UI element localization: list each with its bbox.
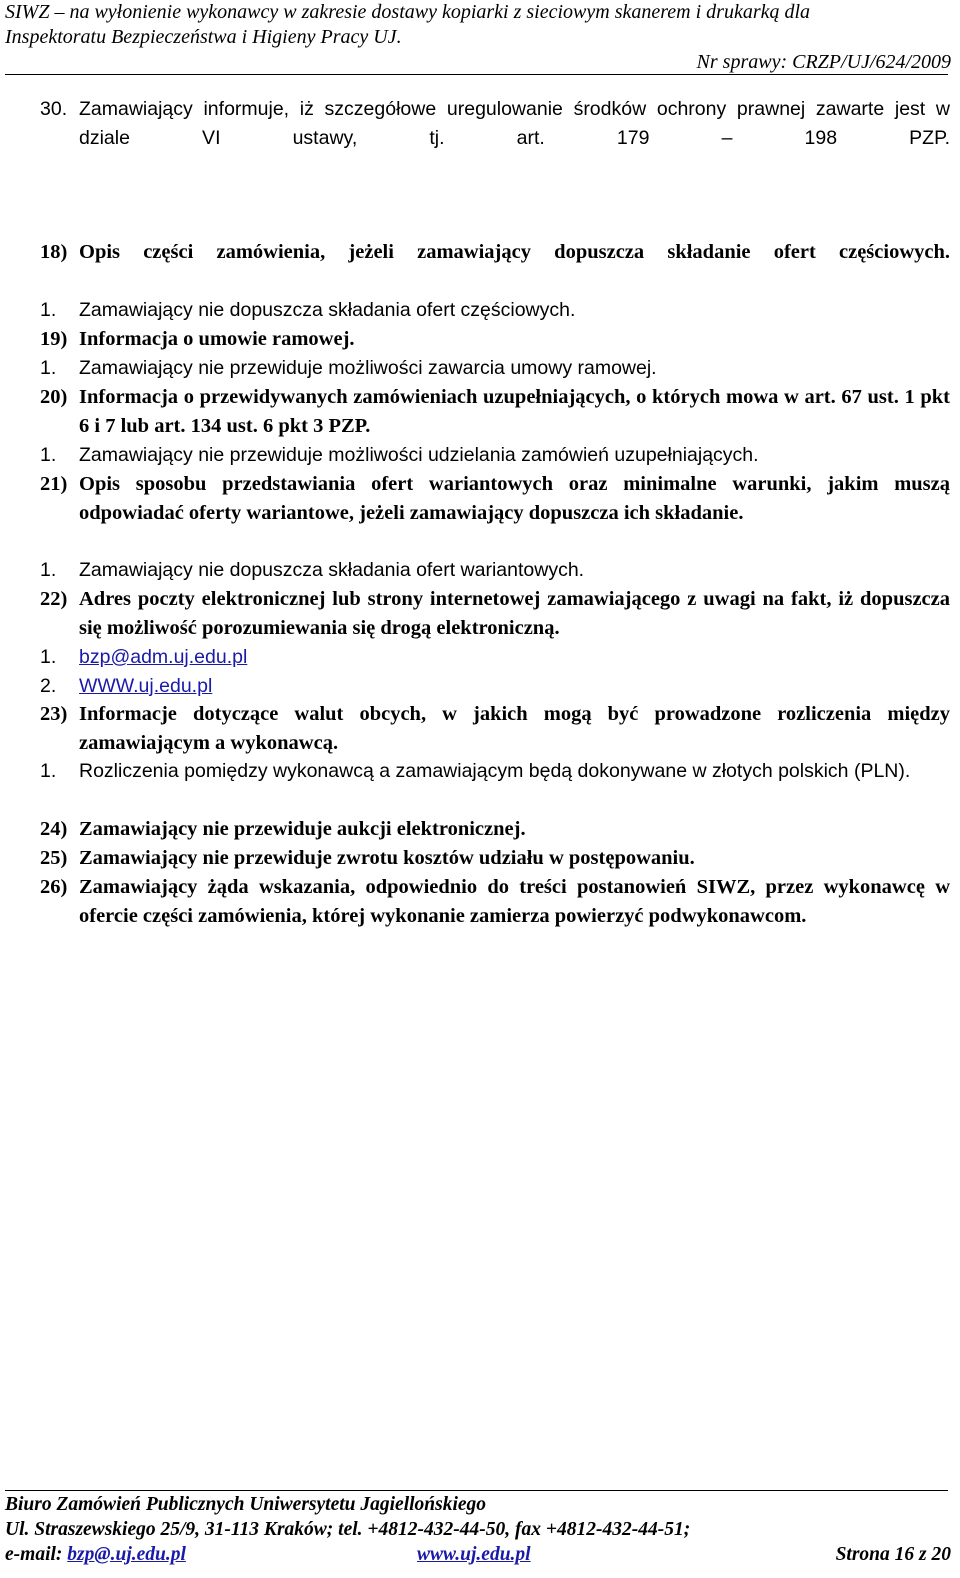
header-title-line1: SIWZ – na wyłonienie wykonawcy w zakresie dostawy kopiarki z sieciowym skanerem i drukarką dla: [5, 1, 811, 23]
item-number: 22): [40, 588, 68, 610]
item-number: 1.: [40, 357, 57, 379]
item-number: 1.: [40, 559, 57, 581]
list-item: [40, 441, 950, 470]
item-text: Zamawiający nie przewiduje zwrotu kosztów udziału w postępowaniu.: [79, 847, 695, 869]
item-number: 2.: [40, 675, 57, 697]
item-number: 30.: [40, 98, 68, 120]
section-heading: [40, 238, 950, 267]
item-text: Opis sposobu przedstawiania ofert wariantowych oraz minimalne warunki, jakim muszą odpowiadać oferty wariantowe, jeżeli zamawiający dopuszcza ich składanie.: [79, 473, 950, 524]
item-number: 1.: [40, 444, 57, 466]
item-number: 26): [40, 876, 68, 898]
item-number: 1.: [40, 299, 57, 321]
footer-email-link[interactable]: bzp@.uj.edu.pl: [67, 1544, 186, 1565]
page-footer: [5, 1492, 951, 1567]
item-text: Adres poczty elektronicznej lub strony internetowej zamawiającego z uwagi na fakt, iż dopuszcza się możliwość porozumiewania się drogą elektroniczną.: [79, 588, 950, 639]
list-item: [40, 95, 950, 153]
item-text: Informacja o umowie ramowej.: [79, 328, 355, 350]
item-number: 1.: [40, 760, 57, 782]
item-number: 24): [40, 818, 68, 840]
item-number: 25): [40, 847, 68, 869]
item-number: 1.: [40, 646, 57, 668]
section-heading: [40, 844, 950, 873]
email-label: e-mail:: [5, 1544, 63, 1565]
item-text: Informacja o przewidywanych zamówieniach uzupełniających, o których mowa w art. 67 ust. 1 pkt 6 i 7 lub art. 134 ust. 6 pkt 3 PZP.: [79, 386, 950, 437]
list-item: [40, 643, 950, 672]
header-divider: [5, 74, 948, 75]
item-number: 19): [40, 328, 68, 350]
footer-line2: Ul. Straszewskiego 25/9, 31-113 Kraków; tel. +4812-432-44-50, fax +4812-432-44-51;: [5, 1519, 691, 1540]
list-item: [40, 672, 950, 701]
item-text: Zamawiający nie dopuszcza składania ofert częściowych.: [79, 299, 576, 321]
page-header: [5, 0, 951, 75]
section-heading: [40, 873, 950, 931]
footer-www-link[interactable]: www.uj.edu.pl: [417, 1544, 531, 1565]
case-number: Nr sprawy: CRZP/UJ/624/2009: [696, 51, 951, 73]
section-heading: [40, 325, 950, 354]
list-item: [40, 296, 950, 325]
website-link[interactable]: WWW.uj.edu.pl: [79, 675, 213, 697]
item-text: Informacje dotyczące walut obcych, w jakich mogą być prowadzone rozliczenia między zamawiającym a wykonawcą.: [79, 703, 950, 754]
header-title-line2: Inspektoratu Bezpieczeństwa i Higieny Pracy UJ.: [5, 26, 402, 48]
item-text: Opis części zamówienia, jeżeli zamawiający dopuszcza składanie ofert częściowych.: [79, 241, 950, 263]
item-number: 23): [40, 703, 68, 725]
item-number: 18): [40, 241, 68, 263]
item-number: 20): [40, 386, 68, 408]
item-text: Zamawiający żąda wskazania, odpowiednio do treści postanowień SIWZ, przez wykonawcę w ofercie części zamówienia, której wykonanie zamierza powierzyć podwykonawcom.: [79, 876, 950, 927]
item-text: Zamawiający informuje, iż szczegółowe uregulowanie środków ochrony prawnej zawarte jest w dziale VI ustawy, tj. art. 179 – 198 PZP.: [79, 98, 950, 149]
footer-divider: [5, 1490, 948, 1491]
item-text: Zamawiający nie dopuszcza składania ofert wariantowych.: [79, 559, 585, 581]
item-text: Zamawiający nie przewiduje możliwości zawarcia umowy ramowej.: [79, 357, 657, 379]
section-heading: [40, 585, 950, 643]
section-heading: [40, 470, 950, 528]
item-text: Zamawiający nie przewiduje możliwości udzielania zamówień uzupełniających.: [79, 444, 759, 466]
footer-line1: Biuro Zamówień Publicznych Uniwersytetu Jagiellońskiego: [5, 1494, 487, 1515]
list-item: [40, 757, 950, 786]
footer-line3: [5, 1542, 951, 1567]
item-text: Zamawiający nie przewiduje aukcji elektronicznej.: [79, 818, 526, 840]
list-item: [40, 354, 950, 383]
item-text: Rozliczenia pomiędzy wykonawcą a zamawiającym będą dokonywane w złotych polskich (PLN).: [79, 760, 911, 782]
email-link[interactable]: bzp@adm.uj.edu.pl: [79, 646, 248, 668]
section-heading: [40, 700, 950, 758]
section-heading: [40, 815, 950, 844]
list-item: [40, 556, 950, 585]
page-number: Strona 16 z 20: [835, 1544, 951, 1565]
item-number: 21): [40, 473, 68, 495]
section-heading: [40, 383, 950, 441]
